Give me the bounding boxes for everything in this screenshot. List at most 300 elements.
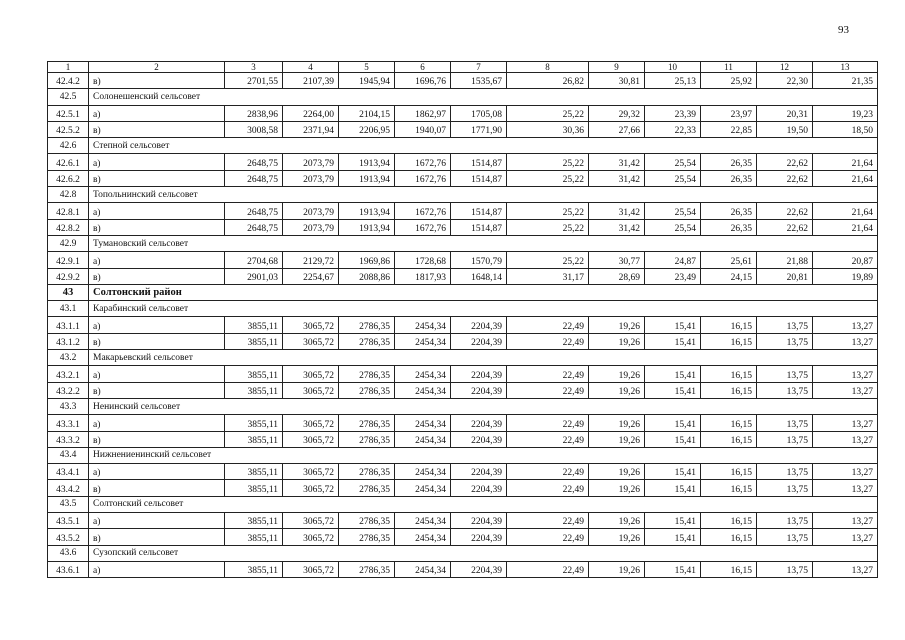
section-title: Сузопский сельсовет	[89, 545, 878, 561]
row-label: в)	[89, 268, 225, 284]
value-cell: 1514,87	[451, 203, 507, 219]
row-label: а)	[89, 154, 225, 170]
value-cell: 2454,34	[395, 464, 451, 480]
section-header-row	[48, 301, 878, 317]
value-cell: 2786,35	[339, 333, 395, 349]
value-cell: 2129,72	[283, 252, 339, 268]
value-cell: 21,88	[757, 252, 813, 268]
value-cell: 2204,39	[451, 366, 507, 382]
value-cell: 3855,11	[225, 317, 283, 333]
column-header: 4	[283, 62, 339, 73]
table-row	[48, 513, 878, 529]
value-cell: 22,62	[757, 170, 813, 186]
row-code: 43.2.1	[48, 366, 89, 382]
section-title: Макарьевский сельсовет	[89, 350, 878, 366]
value-cell: 3855,11	[225, 513, 283, 529]
value-cell: 2454,34	[395, 366, 451, 382]
value-cell: 3065,72	[283, 529, 339, 545]
row-code: 43	[48, 284, 89, 300]
value-cell: 2454,34	[395, 415, 451, 431]
value-cell: 3065,72	[283, 333, 339, 349]
value-cell: 31,42	[589, 219, 645, 235]
value-cell: 1913,94	[339, 170, 395, 186]
value-cell: 20,31	[757, 105, 813, 121]
value-cell: 25,54	[645, 203, 701, 219]
value-cell: 27,66	[589, 121, 645, 137]
row-code: 43.1.2	[48, 333, 89, 349]
value-cell: 1728,68	[395, 252, 451, 268]
row-label: а)	[89, 464, 225, 480]
value-cell: 19,23	[813, 105, 878, 121]
value-cell: 2204,39	[451, 431, 507, 447]
value-cell: 26,35	[701, 203, 757, 219]
section-header-row	[48, 187, 878, 203]
column-header: 12	[757, 62, 813, 73]
value-cell: 2454,34	[395, 317, 451, 333]
value-cell: 2454,34	[395, 333, 451, 349]
value-cell: 2371,94	[283, 121, 339, 137]
value-cell: 21,35	[813, 73, 878, 89]
value-cell: 26,35	[701, 154, 757, 170]
row-code: 43.1	[48, 301, 89, 317]
value-cell: 3855,11	[225, 333, 283, 349]
row-code: 42.5.2	[48, 121, 89, 137]
value-cell: 3855,11	[225, 464, 283, 480]
value-cell: 2838,96	[225, 105, 283, 121]
value-cell: 22,49	[507, 464, 589, 480]
row-code: 42.6	[48, 138, 89, 154]
value-cell: 3065,72	[283, 464, 339, 480]
section-title: Ненинский сельсовет	[89, 398, 878, 414]
column-header: 2	[89, 62, 225, 73]
table-row	[48, 252, 878, 268]
value-cell: 13,27	[813, 529, 878, 545]
value-cell: 21,64	[813, 219, 878, 235]
value-cell: 31,42	[589, 170, 645, 186]
value-cell: 1672,76	[395, 219, 451, 235]
table-row	[48, 154, 878, 170]
value-cell: 16,15	[701, 317, 757, 333]
value-cell: 25,22	[507, 219, 589, 235]
value-cell: 22,49	[507, 513, 589, 529]
section-title: Топольнинский сельсовет	[89, 187, 878, 203]
table-row	[48, 464, 878, 480]
value-cell: 23,39	[645, 105, 701, 121]
column-header: 13	[813, 62, 878, 73]
section-header-row	[48, 496, 878, 512]
value-cell: 3065,72	[283, 561, 339, 577]
value-cell: 22,62	[757, 154, 813, 170]
table-row	[48, 415, 878, 431]
value-cell: 1514,87	[451, 170, 507, 186]
value-cell: 23,97	[701, 105, 757, 121]
value-cell: 22,49	[507, 480, 589, 496]
value-cell: 2786,35	[339, 529, 395, 545]
value-cell: 16,15	[701, 366, 757, 382]
value-cell: 2901,03	[225, 268, 283, 284]
value-cell: 13,75	[757, 513, 813, 529]
value-cell: 22,49	[507, 317, 589, 333]
row-label: в)	[89, 219, 225, 235]
row-label: в)	[89, 431, 225, 447]
value-cell: 1514,87	[451, 219, 507, 235]
value-cell: 19,26	[589, 317, 645, 333]
value-cell: 13,75	[757, 561, 813, 577]
value-cell: 1648,14	[451, 268, 507, 284]
value-cell: 16,15	[701, 480, 757, 496]
value-cell: 22,85	[701, 121, 757, 137]
value-cell: 22,49	[507, 366, 589, 382]
value-cell: 26,82	[507, 73, 589, 89]
table-row	[48, 268, 878, 284]
row-label: а)	[89, 415, 225, 431]
value-cell: 3065,72	[283, 366, 339, 382]
row-code: 43.1.1	[48, 317, 89, 333]
value-cell: 2786,35	[339, 366, 395, 382]
row-label: а)	[89, 317, 225, 333]
value-cell: 25,92	[701, 73, 757, 89]
value-cell: 1672,76	[395, 170, 451, 186]
value-cell: 2648,75	[225, 203, 283, 219]
value-cell: 3065,72	[283, 431, 339, 447]
value-cell: 2454,34	[395, 431, 451, 447]
value-cell: 21,64	[813, 203, 878, 219]
value-cell: 22,49	[507, 561, 589, 577]
value-cell: 19,26	[589, 431, 645, 447]
value-cell: 13,75	[757, 415, 813, 431]
section-title: Тумановский сельсовет	[89, 235, 878, 251]
value-cell: 19,26	[589, 561, 645, 577]
value-cell: 2088,86	[339, 268, 395, 284]
value-cell: 13,75	[757, 382, 813, 398]
value-cell: 22,49	[507, 415, 589, 431]
value-cell: 2454,34	[395, 382, 451, 398]
value-cell: 25,22	[507, 252, 589, 268]
value-cell: 25,54	[645, 154, 701, 170]
section-title: Солтонский сельсовет	[89, 496, 878, 512]
row-code: 43.5.1	[48, 513, 89, 529]
row-code: 43.3.2	[48, 431, 89, 447]
value-cell: 13,75	[757, 431, 813, 447]
value-cell: 1913,94	[339, 154, 395, 170]
value-cell: 26,35	[701, 219, 757, 235]
section-header-row	[48, 447, 878, 463]
value-cell: 1570,79	[451, 252, 507, 268]
section-title: Карабинский сельсовет	[89, 301, 878, 317]
value-cell: 22,49	[507, 333, 589, 349]
value-cell: 19,26	[589, 366, 645, 382]
value-cell: 16,15	[701, 513, 757, 529]
value-cell: 3855,11	[225, 480, 283, 496]
value-cell: 22,62	[757, 203, 813, 219]
value-cell: 22,62	[757, 219, 813, 235]
value-cell: 2454,34	[395, 480, 451, 496]
value-cell: 31,42	[589, 154, 645, 170]
row-code: 43.4.2	[48, 480, 89, 496]
row-code: 43.2	[48, 350, 89, 366]
value-cell: 19,26	[589, 513, 645, 529]
value-cell: 31,42	[589, 203, 645, 219]
value-cell: 3855,11	[225, 415, 283, 431]
value-cell: 31,17	[507, 268, 589, 284]
value-cell: 2454,34	[395, 513, 451, 529]
row-label: а)	[89, 105, 225, 121]
value-cell: 1945,94	[339, 73, 395, 89]
row-label: а)	[89, 203, 225, 219]
column-header: 1	[48, 62, 89, 73]
value-cell: 22,30	[757, 73, 813, 89]
section-header-row	[48, 398, 878, 414]
value-cell: 2204,39	[451, 415, 507, 431]
table-row	[48, 333, 878, 349]
value-cell: 21,64	[813, 154, 878, 170]
table-row	[48, 366, 878, 382]
column-header: 7	[451, 62, 507, 73]
district-header-row	[48, 284, 878, 300]
value-cell: 15,41	[645, 529, 701, 545]
value-cell: 22,49	[507, 431, 589, 447]
value-cell: 15,41	[645, 480, 701, 496]
value-cell: 16,15	[701, 415, 757, 431]
value-cell: 13,27	[813, 317, 878, 333]
column-header: 6	[395, 62, 451, 73]
row-code: 43.5	[48, 496, 89, 512]
row-code: 42.9.2	[48, 268, 89, 284]
column-header: 8	[507, 62, 589, 73]
section-header-row	[48, 545, 878, 561]
column-header: 9	[589, 62, 645, 73]
table-row	[48, 431, 878, 447]
value-cell: 30,81	[589, 73, 645, 89]
table-row	[48, 121, 878, 137]
value-cell: 13,27	[813, 464, 878, 480]
value-cell: 2204,39	[451, 561, 507, 577]
value-cell: 16,15	[701, 382, 757, 398]
value-cell: 3065,72	[283, 513, 339, 529]
value-cell: 16,15	[701, 464, 757, 480]
value-cell: 15,41	[645, 513, 701, 529]
value-cell: 24,15	[701, 268, 757, 284]
value-cell: 2204,39	[451, 333, 507, 349]
row-label: в)	[89, 529, 225, 545]
value-cell: 13,75	[757, 333, 813, 349]
value-cell: 3855,11	[225, 366, 283, 382]
value-cell: 2073,79	[283, 219, 339, 235]
value-cell: 1672,76	[395, 154, 451, 170]
row-code: 42.5.1	[48, 105, 89, 121]
table-row	[48, 317, 878, 333]
value-cell: 1535,67	[451, 73, 507, 89]
table-body	[48, 62, 878, 578]
value-cell: 2786,35	[339, 464, 395, 480]
row-code: 43.3	[48, 398, 89, 414]
row-code: 43.4	[48, 447, 89, 463]
column-header: 11	[701, 62, 757, 73]
value-cell: 2107,39	[283, 73, 339, 89]
value-cell: 3065,72	[283, 480, 339, 496]
value-cell: 25,54	[645, 170, 701, 186]
value-cell: 2204,39	[451, 382, 507, 398]
value-cell: 13,27	[813, 382, 878, 398]
row-code: 43.3.1	[48, 415, 89, 431]
value-cell: 13,75	[757, 317, 813, 333]
value-cell: 13,27	[813, 561, 878, 577]
table-row	[48, 105, 878, 121]
row-code: 43.4.1	[48, 464, 89, 480]
row-code: 42.6.2	[48, 170, 89, 186]
value-cell: 15,41	[645, 561, 701, 577]
row-label: а)	[89, 513, 225, 529]
value-cell: 2786,35	[339, 317, 395, 333]
value-cell: 2204,39	[451, 317, 507, 333]
value-cell: 13,27	[813, 415, 878, 431]
value-cell: 2701,55	[225, 73, 283, 89]
value-cell: 25,22	[507, 154, 589, 170]
column-header-row	[48, 62, 878, 73]
value-cell: 19,26	[589, 333, 645, 349]
value-cell: 24,87	[645, 252, 701, 268]
row-code: 42.9.1	[48, 252, 89, 268]
row-label: в)	[89, 170, 225, 186]
value-cell: 22,33	[645, 121, 701, 137]
value-cell: 2648,75	[225, 154, 283, 170]
row-code: 42.8.2	[48, 219, 89, 235]
value-cell: 2648,75	[225, 219, 283, 235]
row-label: а)	[89, 252, 225, 268]
row-code: 43.2.2	[48, 382, 89, 398]
value-cell: 1672,76	[395, 203, 451, 219]
value-cell: 3065,72	[283, 317, 339, 333]
value-cell: 26,35	[701, 170, 757, 186]
column-header: 5	[339, 62, 395, 73]
value-cell: 2454,34	[395, 561, 451, 577]
value-cell: 22,49	[507, 529, 589, 545]
value-cell: 2786,35	[339, 415, 395, 431]
table-row	[48, 73, 878, 89]
section-title: Солонешенский сельсовет	[89, 89, 878, 105]
section-title: Нижнениенинский сельсовет	[89, 447, 878, 463]
value-cell: 3065,72	[283, 415, 339, 431]
value-cell: 2786,35	[339, 431, 395, 447]
table-row	[48, 170, 878, 186]
value-cell: 2204,39	[451, 513, 507, 529]
value-cell: 3855,11	[225, 561, 283, 577]
row-label: в)	[89, 73, 225, 89]
section-title: Степной сельсовет	[89, 138, 878, 154]
value-cell: 29,32	[589, 105, 645, 121]
table-row	[48, 203, 878, 219]
value-cell: 15,41	[645, 415, 701, 431]
row-code: 43.5.2	[48, 529, 89, 545]
value-cell: 3855,11	[225, 529, 283, 545]
value-cell: 3065,72	[283, 382, 339, 398]
row-code: 42.9	[48, 235, 89, 251]
value-cell: 15,41	[645, 333, 701, 349]
value-cell: 2786,35	[339, 382, 395, 398]
row-label: в)	[89, 333, 225, 349]
value-cell: 1862,97	[395, 105, 451, 121]
value-cell: 21,64	[813, 170, 878, 186]
value-cell: 25,54	[645, 219, 701, 235]
value-cell: 2264,00	[283, 105, 339, 121]
value-cell: 2254,67	[283, 268, 339, 284]
value-cell: 13,75	[757, 366, 813, 382]
value-cell: 15,41	[645, 317, 701, 333]
value-cell: 2073,79	[283, 203, 339, 219]
value-cell: 2073,79	[283, 154, 339, 170]
row-code: 42.8	[48, 187, 89, 203]
value-cell: 19,26	[589, 529, 645, 545]
value-cell: 2204,39	[451, 529, 507, 545]
value-cell: 28,69	[589, 268, 645, 284]
column-header: 10	[645, 62, 701, 73]
row-label: в)	[89, 480, 225, 496]
value-cell: 16,15	[701, 529, 757, 545]
value-cell: 19,89	[813, 268, 878, 284]
row-label: а)	[89, 366, 225, 382]
value-cell: 3855,11	[225, 382, 283, 398]
value-cell: 1913,94	[339, 219, 395, 235]
value-cell: 2073,79	[283, 170, 339, 186]
value-cell: 1771,90	[451, 121, 507, 137]
value-cell: 13,75	[757, 464, 813, 480]
section-header-row	[48, 350, 878, 366]
value-cell: 2786,35	[339, 513, 395, 529]
value-cell: 2786,35	[339, 561, 395, 577]
value-cell: 25,61	[701, 252, 757, 268]
row-code: 42.6.1	[48, 154, 89, 170]
value-cell: 2204,39	[451, 480, 507, 496]
value-cell: 2454,34	[395, 529, 451, 545]
row-code: 42.8.1	[48, 203, 89, 219]
value-cell: 3855,11	[225, 431, 283, 447]
value-cell: 1817,93	[395, 268, 451, 284]
value-cell: 2104,15	[339, 105, 395, 121]
value-cell: 13,27	[813, 366, 878, 382]
value-cell: 13,27	[813, 431, 878, 447]
value-cell: 2204,39	[451, 464, 507, 480]
table-row	[48, 529, 878, 545]
value-cell: 20,87	[813, 252, 878, 268]
table-row	[48, 480, 878, 496]
value-cell: 23,49	[645, 268, 701, 284]
section-header-row	[48, 138, 878, 154]
value-cell: 30,77	[589, 252, 645, 268]
value-cell: 15,41	[645, 366, 701, 382]
value-cell: 2206,95	[339, 121, 395, 137]
value-cell: 25,13	[645, 73, 701, 89]
value-cell: 1940,07	[395, 121, 451, 137]
value-cell: 15,41	[645, 382, 701, 398]
table-row	[48, 219, 878, 235]
value-cell: 20,81	[757, 268, 813, 284]
value-cell: 25,22	[507, 105, 589, 121]
value-cell: 15,41	[645, 464, 701, 480]
value-cell: 16,15	[701, 561, 757, 577]
value-cell: 18,50	[813, 121, 878, 137]
value-cell: 13,27	[813, 480, 878, 496]
value-cell: 13,75	[757, 529, 813, 545]
row-code: 43.6.1	[48, 561, 89, 577]
value-cell: 30,36	[507, 121, 589, 137]
value-cell: 19,26	[589, 415, 645, 431]
value-cell: 1514,87	[451, 154, 507, 170]
page-number: 93	[838, 24, 849, 36]
value-cell: 22,49	[507, 382, 589, 398]
value-cell: 16,15	[701, 333, 757, 349]
value-cell: 19,26	[589, 382, 645, 398]
value-cell: 1705,08	[451, 105, 507, 121]
